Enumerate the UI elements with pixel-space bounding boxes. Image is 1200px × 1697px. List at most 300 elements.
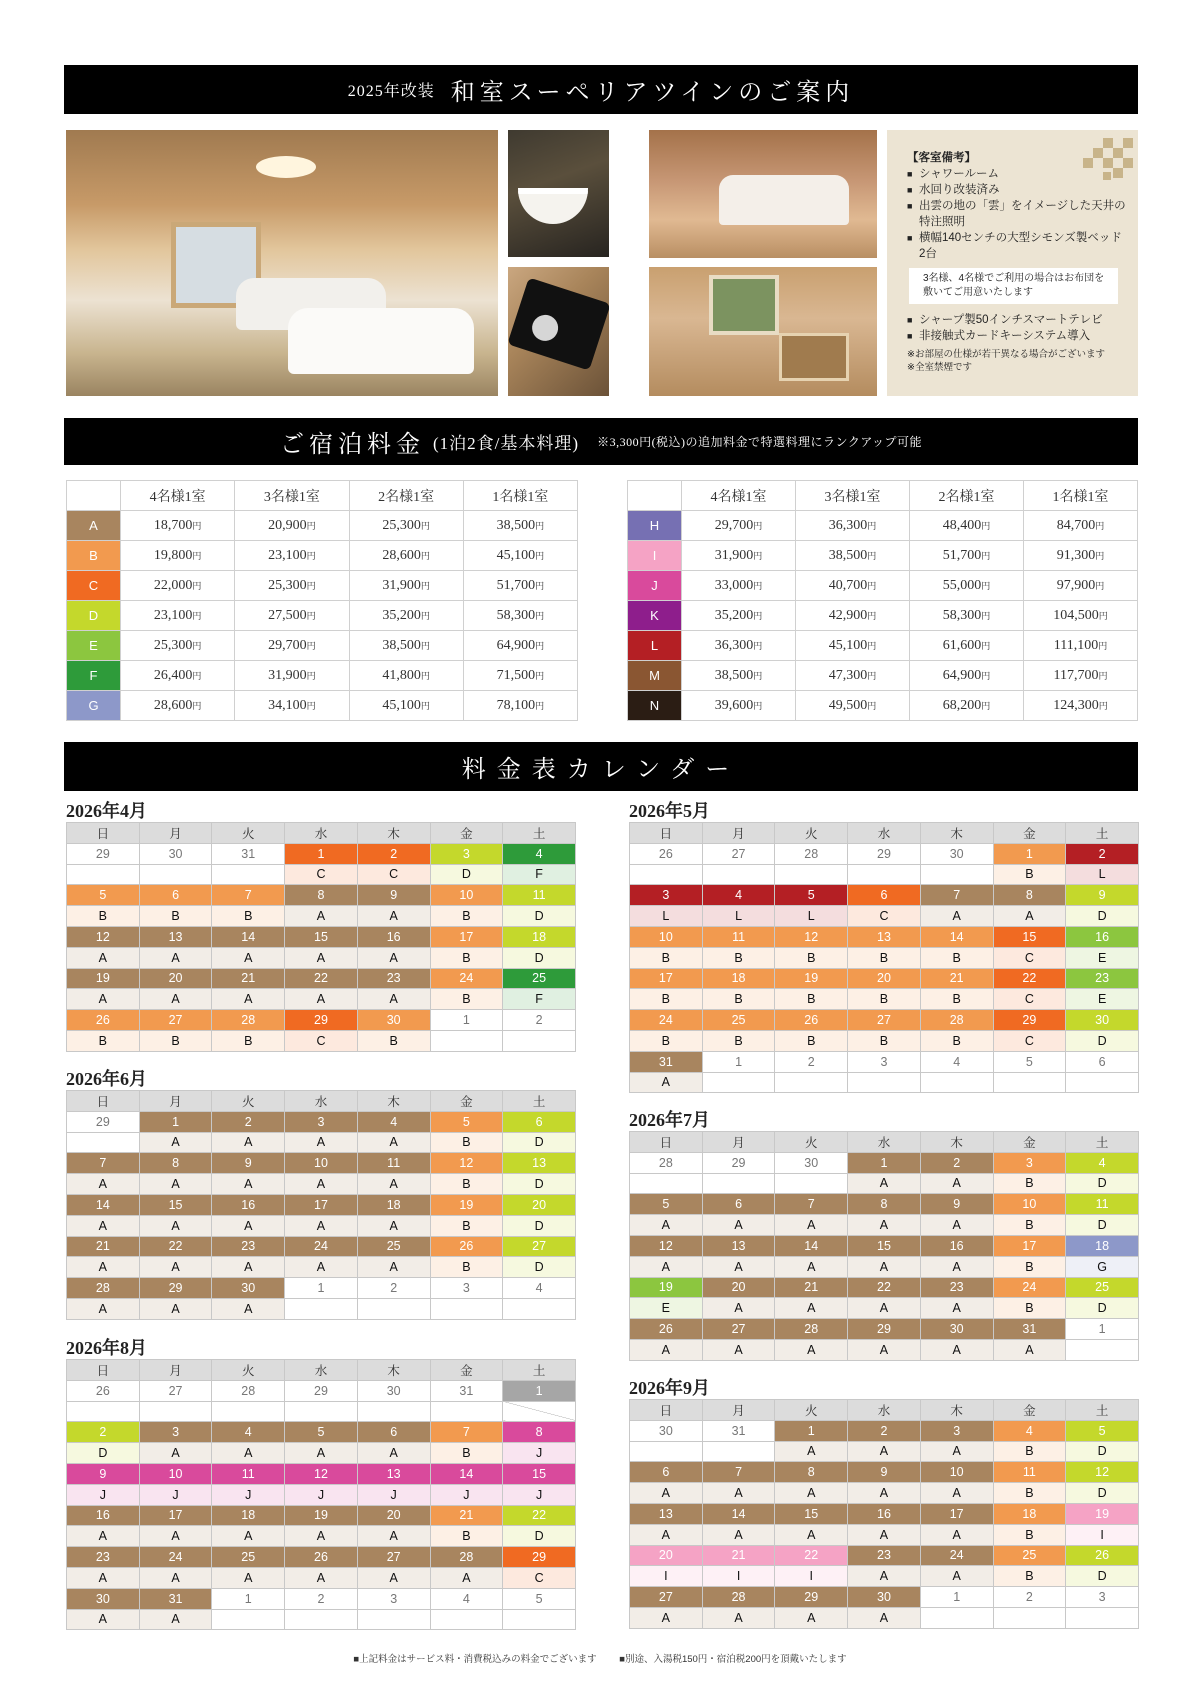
price-value: 27,500 [268, 607, 307, 623]
grade-label: L [628, 631, 682, 661]
calendar-day: 20 [702, 1277, 775, 1298]
calendar-grade: A [67, 1298, 140, 1319]
calendar-day: 30 [920, 1319, 993, 1340]
calendar-grade: A [212, 1215, 285, 1236]
calendar-grade: A [848, 1524, 921, 1545]
calendar-grade: L [775, 906, 848, 927]
calendar-day: 19 [67, 968, 140, 989]
week-date-row [67, 1153, 576, 1174]
calendar-day: 1 [848, 1152, 921, 1173]
calendar-grade [848, 864, 921, 885]
calendar-day: 5 [993, 1051, 1066, 1072]
calendar-grade: A [702, 1339, 775, 1360]
calendar-day: 9 [357, 885, 430, 906]
price-value: 38,500 [828, 547, 868, 563]
price-value: 64,900 [942, 667, 982, 683]
calendar-day: 15 [285, 926, 358, 947]
calendar-day: 1 [430, 1010, 503, 1031]
yen-unit: 円 [420, 550, 430, 561]
yen-unit: 円 [192, 610, 202, 621]
rate-price [349, 691, 463, 721]
notes-item: ■ 非接触式カードキーシステム導入 [907, 328, 1128, 344]
calendar-day: 29 [67, 1111, 140, 1132]
calendar-day: 3 [848, 1051, 921, 1072]
calendar-grade: B [920, 989, 993, 1010]
calendar-day: 23 [848, 1545, 921, 1566]
calendar-grade [775, 864, 848, 885]
yen-unit: 円 [420, 610, 430, 621]
rate-price [910, 601, 1024, 631]
calendar-day: 25 [993, 1545, 1066, 1566]
calendar-grade: F [503, 989, 576, 1010]
yen-unit: 円 [535, 610, 545, 621]
weekday-header: 金 [430, 1360, 503, 1381]
calendar-day: 27 [503, 1236, 576, 1257]
week-date-row [630, 1277, 1139, 1298]
price-value: 51,700 [496, 577, 536, 593]
calendar-day: 30 [139, 843, 212, 864]
calendar-grade: D [67, 1443, 140, 1464]
calendar-day: 29 [139, 1278, 212, 1299]
rate-price [1024, 511, 1138, 541]
rate-row [628, 571, 1138, 601]
calendar-grade: B [848, 989, 921, 1010]
rate-price [121, 511, 235, 541]
calendar-day: 29 [848, 843, 921, 864]
calendar-grade: A [630, 1483, 703, 1504]
yen-unit: 円 [420, 670, 430, 681]
calendar-day: 27 [139, 1010, 212, 1031]
weekday-header: 木 [920, 823, 993, 844]
rates-banner [64, 418, 1138, 465]
rate-header-corner [628, 481, 682, 511]
calendar-day: 2 [775, 1051, 848, 1072]
week-code-row [630, 1256, 1139, 1277]
footer-note-price: ■上記料金はサービス料・消費税込みの料金でございます [353, 1654, 597, 1665]
grade-label: N [628, 691, 682, 721]
calendar-day: 25 [1066, 1277, 1139, 1298]
calendar-day: 23 [212, 1236, 285, 1257]
calendar-grade: B [139, 1030, 212, 1051]
calendar-day: 15 [848, 1235, 921, 1256]
grade-label: B [67, 541, 121, 571]
calendar-grade: D [503, 947, 576, 968]
calendar-day: 29 [775, 1587, 848, 1608]
calendar-day: 1 [503, 1380, 576, 1401]
weekday-header: 水 [848, 1400, 921, 1421]
calendar-grade [503, 1298, 576, 1319]
calendar-grade: A [139, 947, 212, 968]
calendar-grade [503, 1401, 576, 1422]
calendar-day: 27 [139, 1380, 212, 1401]
rate-price [910, 631, 1024, 661]
week-date-row [630, 1235, 1139, 1256]
calendar-day: 20 [630, 1545, 703, 1566]
calendar-day: 9 [920, 1194, 993, 1215]
calendar-day: 23 [357, 968, 430, 989]
calendar-day: 26 [285, 1547, 358, 1568]
yen-unit: 円 [306, 520, 316, 531]
weekday-header: 日 [630, 823, 703, 844]
week-code-row [67, 1609, 576, 1630]
rate-price [121, 691, 235, 721]
calendar-day: 17 [993, 1235, 1066, 1256]
calendar-grade: A [848, 1566, 921, 1587]
price-value: 48,400 [942, 517, 982, 533]
price-value: 23,100 [268, 547, 307, 563]
grade-label: G [67, 691, 121, 721]
calendar-day: 26 [1066, 1545, 1139, 1566]
calendar-grade: A [212, 1174, 285, 1195]
calendar-grade: B [630, 989, 703, 1010]
calendar-grade: A [212, 989, 285, 1010]
calendar-grade: A [630, 1524, 703, 1545]
calendar-grade: D [1066, 1566, 1139, 1587]
rate-header: 1名様1室 [1024, 481, 1138, 511]
calendar-grade: A [67, 1567, 140, 1588]
week-date-row [67, 1380, 576, 1401]
rate-price [121, 631, 235, 661]
calendar-grade [702, 1441, 775, 1462]
price-value: 78,100 [496, 697, 536, 713]
calendar-day: 17 [139, 1505, 212, 1526]
yen-unit: 円 [420, 520, 430, 531]
rate-price [349, 631, 463, 661]
week-code-row [630, 1339, 1139, 1360]
weekday-header: 木 [357, 1091, 430, 1112]
weekday-header: 月 [139, 823, 212, 844]
calendar-grade: A [630, 1072, 703, 1093]
weekday-header: 日 [67, 1360, 140, 1381]
price-value: 45,100 [382, 697, 421, 713]
calendar-grade: A [67, 1215, 140, 1236]
calendar-grade: B [630, 1030, 703, 1051]
yen-unit: 円 [192, 520, 202, 531]
calendar-day: 2 [212, 1111, 285, 1132]
calendar-day: 25 [503, 968, 576, 989]
calendar-may [629, 797, 1139, 1093]
calendar-grade: A [212, 1567, 285, 1588]
week-code-row [630, 1483, 1139, 1504]
calendar-grade: A [212, 1132, 285, 1153]
grade-label: A [67, 511, 121, 541]
calendar-day: 5 [503, 1588, 576, 1609]
calendar-day: 11 [357, 1153, 430, 1174]
calendar-day: 5 [1066, 1420, 1139, 1441]
week-code-row [630, 1215, 1139, 1236]
calendar-grade: D [503, 1526, 576, 1547]
calendar-grade [920, 864, 993, 885]
calendar-day: 15 [993, 926, 1066, 947]
footer-note-tax: ■別途、入湯税150円・宿泊税200円を頂戴いたします [619, 1654, 847, 1665]
yen-unit: 円 [1098, 670, 1108, 681]
calendar-grade: J [139, 1484, 212, 1505]
calendar-day: 31 [993, 1319, 1066, 1340]
calendar-day: 21 [430, 1505, 503, 1526]
month-title: 2026年7月 [629, 1110, 710, 1130]
week-date-row [67, 1010, 576, 1031]
week-code-row [67, 1174, 576, 1195]
yen-unit: 円 [1095, 550, 1105, 561]
calendar-day: 18 [1066, 1235, 1139, 1256]
calendar-grade: J [503, 1443, 576, 1464]
calendar-day: 5 [630, 1194, 703, 1215]
yen-unit: 円 [192, 640, 202, 651]
calendar-day: 16 [67, 1505, 140, 1526]
calendar-grade: A [357, 1132, 430, 1153]
rate-price [349, 601, 463, 631]
calendar-grade: A [775, 1256, 848, 1277]
yen-unit: 円 [1095, 580, 1105, 591]
calendar-grade: L [630, 906, 703, 927]
calendar-grade: B [993, 1483, 1066, 1504]
weekday-header: 火 [775, 823, 848, 844]
notes-item: ■ 横幅140センチの大型シモンズ製ベッド2台 [907, 230, 1128, 262]
calendar-day: 4 [503, 843, 576, 864]
calendar-day: 8 [775, 1462, 848, 1483]
calendar-grade: A [920, 906, 993, 927]
calendar-grade: B [430, 947, 503, 968]
calendar-day: 18 [212, 1505, 285, 1526]
calendar-grade: A [357, 1257, 430, 1278]
rate-header: 4名様1室 [121, 481, 235, 511]
calendar-day: 10 [139, 1463, 212, 1484]
price-value: 111,100 [1053, 637, 1099, 653]
week-date-row [67, 885, 576, 906]
price-value: 51,700 [942, 547, 982, 563]
calendar-grade: C [993, 1030, 1066, 1051]
calendar-day: 6 [357, 1422, 430, 1443]
rate-price [796, 511, 910, 541]
yen-unit: 円 [192, 700, 202, 711]
notes-item: ■ シャワールーム [907, 166, 1128, 182]
price-value: 45,100 [828, 637, 868, 653]
calendar-day: 11 [1066, 1194, 1139, 1215]
calendar-grid [629, 822, 1139, 1093]
yen-unit: 円 [753, 520, 763, 531]
calendar-grade: A [67, 1174, 140, 1195]
calendar-grade: B [357, 1030, 430, 1051]
week-code-row [67, 906, 576, 927]
calendar-day: 14 [920, 926, 993, 947]
page-title: 和室スーペリアツインのご案内 [450, 80, 855, 106]
calendar-grade: E [1066, 989, 1139, 1010]
price-value: 25,300 [153, 637, 193, 653]
calendar-day: 17 [285, 1194, 358, 1215]
week-date-row [67, 843, 576, 864]
calendar-grade [430, 1609, 503, 1630]
rates-subtitle: (1泊2食/基本料理) [433, 434, 580, 453]
yen-unit: 円 [420, 700, 430, 711]
price-value: 35,200 [714, 607, 754, 623]
calendar-grade: B [993, 1566, 1066, 1587]
calendar-day: 11 [993, 1462, 1066, 1483]
rate-price [463, 541, 577, 571]
notes-title: 【客室備考】 [907, 152, 976, 164]
yen-unit: 円 [753, 640, 763, 651]
calendar-day: 18 [702, 968, 775, 989]
calendar-grade: A [139, 1257, 212, 1278]
calendar-grade: D [1066, 1030, 1139, 1051]
calendar-grade: A [357, 989, 430, 1010]
weekday-header: 火 [775, 1132, 848, 1153]
week-code-row [630, 1524, 1139, 1545]
calendar-day: 13 [503, 1153, 576, 1174]
calendar-day: 28 [775, 1319, 848, 1340]
price-value: 31,900 [268, 667, 307, 683]
calendar-day: 7 [702, 1462, 775, 1483]
calendar-grade: B [67, 906, 140, 927]
calendar-day: 27 [848, 1010, 921, 1031]
rate-price [235, 511, 349, 541]
price-value: 25,300 [382, 517, 421, 533]
price-value: 71,500 [496, 667, 536, 683]
yen-unit: 円 [535, 700, 545, 711]
rate-price [1024, 541, 1138, 571]
calendar-grade: A [702, 1215, 775, 1236]
calendar-day: 8 [993, 885, 1066, 906]
calendar-day: 22 [775, 1545, 848, 1566]
calendar-grade: B [702, 947, 775, 968]
week-code-row [67, 1526, 576, 1547]
calendar-august [66, 1334, 576, 1630]
price-value: 28,600 [153, 697, 193, 713]
grade-label: F [67, 661, 121, 691]
calendar-day: 31 [212, 843, 285, 864]
calendar-grade: I [775, 1566, 848, 1587]
calendar-grade: D [503, 1132, 576, 1153]
calendar-day: 29 [993, 1010, 1066, 1031]
calendar-day: 11 [503, 885, 576, 906]
calendar-grade: A [920, 1441, 993, 1462]
rate-price [349, 511, 463, 541]
calendar-grade: A [285, 1567, 358, 1588]
calendar-day: 30 [212, 1278, 285, 1299]
yen-unit: 円 [535, 640, 545, 651]
calendar-grade: A [357, 1443, 430, 1464]
yen-unit: 円 [306, 640, 316, 651]
week-code-row [67, 1567, 576, 1588]
calendar-day: 18 [357, 1194, 430, 1215]
weekday-header: 水 [285, 823, 358, 844]
yen-unit: 円 [867, 550, 877, 561]
calendar-day: 22 [503, 1505, 576, 1526]
calendar-day: 29 [848, 1319, 921, 1340]
rate-price [910, 661, 1024, 691]
calendar-grade: B [67, 1030, 140, 1051]
rate-price [796, 661, 910, 691]
calendar-grade: A [212, 1257, 285, 1278]
calendar-day: 13 [630, 1503, 703, 1524]
calendar-grade: J [430, 1484, 503, 1505]
price-value: 20,900 [268, 517, 307, 533]
price-value: 38,500 [714, 667, 754, 683]
rate-price [1024, 571, 1138, 601]
calendar-day: 30 [357, 1380, 430, 1401]
calendar-grid [629, 1399, 1139, 1629]
calendar-grade: B [993, 1298, 1066, 1319]
rate-row [628, 511, 1138, 541]
calendar-day: 29 [285, 1380, 358, 1401]
rate-price [682, 571, 796, 601]
calendar-grid [66, 1359, 576, 1630]
rate-price [463, 601, 577, 631]
calendar-grade [848, 1072, 921, 1093]
calendar-day: 4 [993, 1420, 1066, 1441]
week-code-row [630, 1566, 1139, 1587]
calendar-grade [775, 1072, 848, 1093]
calendar-grade: A [920, 1298, 993, 1319]
calendar-day: 30 [1066, 1010, 1139, 1031]
calendar-grade: J [285, 1484, 358, 1505]
price-value: 40,700 [828, 577, 868, 593]
calendar-day: 28 [67, 1278, 140, 1299]
calendar-day: 30 [775, 1152, 848, 1173]
calendar-day: 25 [357, 1236, 430, 1257]
calendar-grade: B [212, 906, 285, 927]
rate-price [1024, 661, 1138, 691]
weekday-header: 日 [630, 1132, 703, 1153]
weekday-header: 日 [630, 1400, 703, 1421]
rates-title: ご宿泊料金 [280, 432, 426, 458]
calendar-day: 23 [920, 1277, 993, 1298]
calendar-september [629, 1374, 1139, 1629]
calendar-day: 2 [357, 1278, 430, 1299]
calendar-day: 31 [702, 1420, 775, 1441]
calendar-day: 19 [430, 1194, 503, 1215]
calendar-day: 30 [920, 843, 993, 864]
yen-unit: 円 [753, 700, 763, 711]
week-code-row [630, 864, 1139, 885]
calendar-grade: A [285, 1257, 358, 1278]
calendar-day: 14 [212, 926, 285, 947]
grade-label: H [628, 511, 682, 541]
week-code-row [630, 947, 1139, 968]
calendar-grade: B [139, 906, 212, 927]
rate-price [121, 661, 235, 691]
calendar-day: 1 [212, 1588, 285, 1609]
calendar-day: 2 [1066, 843, 1139, 864]
price-value: 68,200 [942, 697, 982, 713]
calendar-day: 30 [630, 1420, 703, 1441]
price-value: 104,500 [1053, 607, 1099, 623]
calendar-day: 9 [848, 1462, 921, 1483]
calendar-grade: A [702, 1524, 775, 1545]
yen-unit: 円 [1095, 520, 1105, 531]
grade-label: J [628, 571, 682, 601]
weekday-header: 土 [503, 823, 576, 844]
week-code-row [67, 864, 576, 885]
calendar-grade: A [139, 1443, 212, 1464]
calendar-day: 28 [920, 1010, 993, 1031]
calendar-day: 1 [920, 1587, 993, 1608]
rate-price [682, 631, 796, 661]
calendar-grade: C [357, 864, 430, 885]
calendar-day: 4 [430, 1588, 503, 1609]
rate-row [67, 511, 578, 541]
calendar-grade: A [212, 1298, 285, 1319]
calendar-day: 7 [67, 1153, 140, 1174]
rate-header: 2名様1室 [349, 481, 463, 511]
calendar-day: 8 [139, 1153, 212, 1174]
calendar-day: 19 [630, 1277, 703, 1298]
yen-unit: 円 [420, 580, 430, 591]
weekday-header: 火 [775, 1400, 848, 1421]
calendar-day: 31 [430, 1380, 503, 1401]
grade-label: M [628, 661, 682, 691]
week-code-row [630, 906, 1139, 927]
calendar-grade: D [1066, 906, 1139, 927]
